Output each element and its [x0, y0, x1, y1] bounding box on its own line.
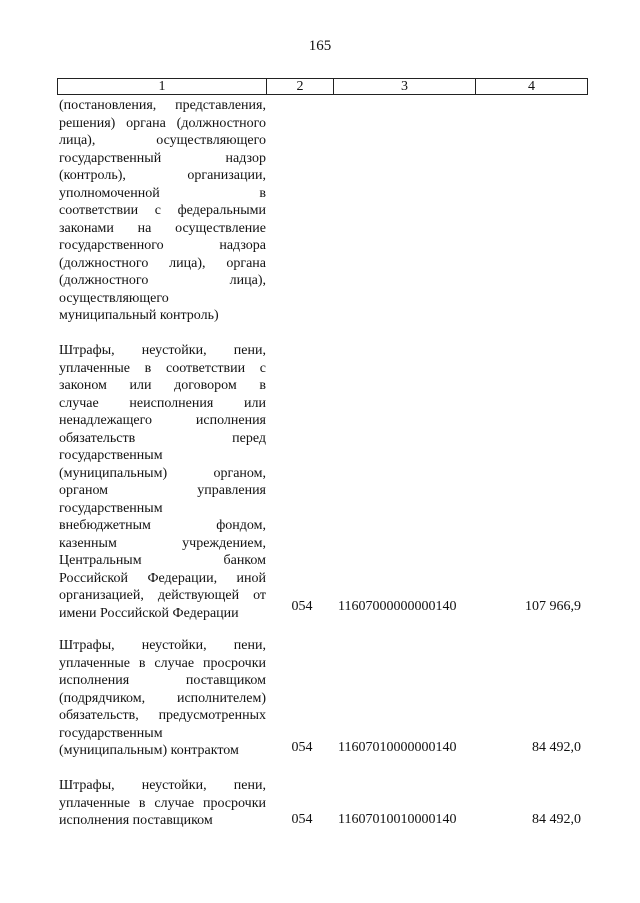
row-description — [59, 777, 266, 830]
description-line: решения) органа (должностного — [59, 115, 266, 131]
description-line: Российской Федерации, иной — [59, 570, 266, 586]
description-line: государственным — [59, 725, 163, 741]
description-line: Штрафы, неустойки, пени, — [59, 778, 266, 793]
page-number: 165 — [308, 38, 332, 54]
description-line: (муниципальным) контрактом — [59, 743, 239, 758]
description-line: внебюджетным фондом, — [59, 518, 266, 533]
row-code: 054 — [291, 740, 313, 755]
row-code: 054 — [291, 812, 313, 827]
row-kbk: 11607000000000140 — [338, 599, 457, 614]
description-line: лица), осуществляющего — [59, 133, 266, 148]
description-line: (муниципальным) органом, — [59, 465, 266, 481]
row-kbk: 11607010010000140 — [338, 812, 457, 827]
header-col-2: 2 — [267, 79, 334, 94]
description-line: (подрядчиком, исполнителем) — [59, 690, 266, 706]
description-line: имени Российской Федерации — [59, 605, 239, 621]
description-line: законом или договором в — [59, 378, 266, 393]
description-line: осуществляющего — [59, 290, 169, 306]
row-code: 054 — [291, 599, 313, 614]
description-line: (постановления, представления, — [59, 98, 266, 113]
description-line: уплаченные в случае просрочки — [59, 795, 266, 811]
description-line: (должностного лица), — [59, 273, 266, 288]
description-line: обязательств, предусмотренных — [59, 708, 266, 723]
table-header-row — [57, 78, 588, 95]
row-description — [59, 637, 266, 760]
row-amount: 107 966,9 — [525, 599, 581, 614]
description-line: Центральным банком — [59, 553, 266, 568]
description-line: Штрафы, неустойки, пени, — [59, 638, 266, 653]
description-line: государственным — [59, 448, 163, 463]
description-line: случае неисполнения или — [59, 395, 266, 411]
row-description — [59, 97, 266, 325]
description-line: государственным — [59, 500, 163, 516]
description-line: органом управления — [59, 483, 266, 498]
description-line: (должностного лица), органа — [59, 255, 266, 271]
description-line: (контроль), организации, — [59, 168, 266, 183]
description-line: уполномоченной в — [59, 185, 266, 201]
description-line: организацией, действующей от — [59, 588, 266, 603]
header-col-4: 4 — [528, 79, 535, 94]
row-kbk: 11607010000000140 — [338, 740, 457, 755]
description-line: соответствии с федеральными — [59, 203, 266, 218]
description-line: ненадлежащего исполнения — [59, 413, 266, 428]
description-line: казенным учреждением, — [59, 535, 266, 551]
description-line: государственный надзор — [59, 150, 266, 166]
description-line: государственного надзора — [59, 238, 266, 253]
row-amount: 84 492,0 — [532, 812, 581, 827]
description-line: исполнения поставщиком — [59, 813, 213, 828]
description-line: исполнения поставщиком — [59, 673, 266, 688]
row-amount: 84 492,0 — [532, 740, 581, 755]
description-line: уплаченные в соответствии с — [59, 360, 266, 376]
description-line: уплаченные в случае просрочки — [59, 655, 266, 671]
description-line: законами на осуществление — [59, 220, 266, 236]
description-line: обязательств перед — [59, 430, 266, 446]
description-line: Штрафы, неустойки, пени, — [59, 343, 266, 358]
description-line: муниципальный контроль) — [59, 308, 219, 323]
header-col-1: 1 — [58, 79, 267, 94]
header-col-3: 3 — [334, 79, 476, 94]
row-description — [59, 342, 266, 622]
